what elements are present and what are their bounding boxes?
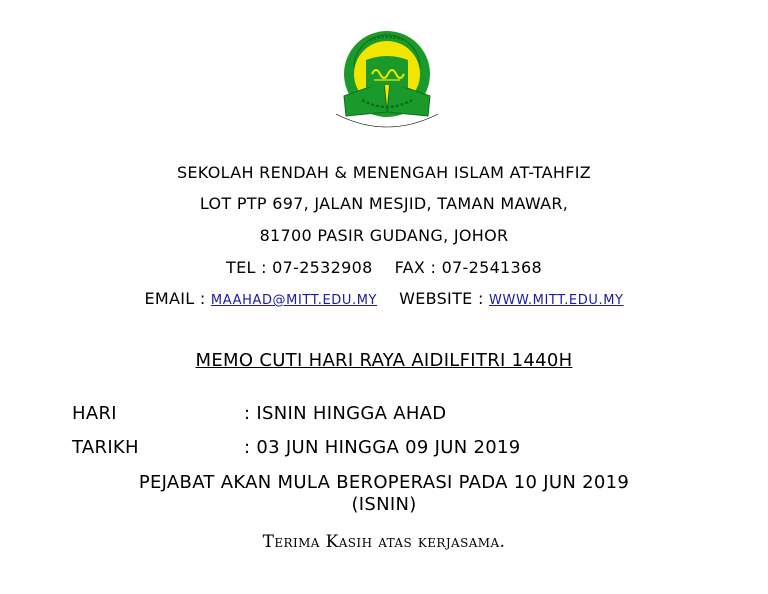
notice-line-2: (ISNIN) <box>351 494 417 515</box>
contact-phone-fax <box>0 258 768 277</box>
address-line-1: LOT PTP 697, JALAN MESJID, TAMAN MAWAR, <box>199 194 569 213</box>
website-link[interactable]: WWW.MITT.EDU.MY <box>489 293 624 308</box>
row-label: TARIKH <box>72 437 139 458</box>
tel-number: TEL : 07-2532908 <box>226 258 373 277</box>
address-line-2: 81700 PASIR GUDANG, JOHOR <box>259 226 509 245</box>
row-value: : 03 JUN HINGGA 09 JUN 2019 <box>244 437 521 458</box>
row-label: HARI <box>72 403 117 424</box>
thanks-text: Terima Kasih atas kerjasama. <box>262 532 506 552</box>
contact-email-website <box>0 289 768 308</box>
school-crest-logo <box>326 22 448 134</box>
memo-title: MEMO CUTI HARI RAYA AIDILFITRI 1440H <box>195 350 573 371</box>
email-label: EMAIL : <box>144 289 211 308</box>
notice-line-1: PEJABAT AKAN MULA BEROPERASI PADA 10 JUN 2019 <box>138 472 630 493</box>
row-value: : ISNIN HINGGA AHAD <box>244 403 447 424</box>
crest-icon <box>326 22 448 134</box>
office-notice <box>0 472 768 516</box>
school-name: SEKOLAH RENDAH & MENENGAH ISLAM AT-TAHFIZ <box>176 163 592 182</box>
website-label: WEBSITE : <box>399 289 490 308</box>
email-link[interactable]: MAAHAD@MITT.EDU.MY <box>210 293 378 308</box>
fax-number: FAX : 07-2541368 <box>394 258 542 277</box>
